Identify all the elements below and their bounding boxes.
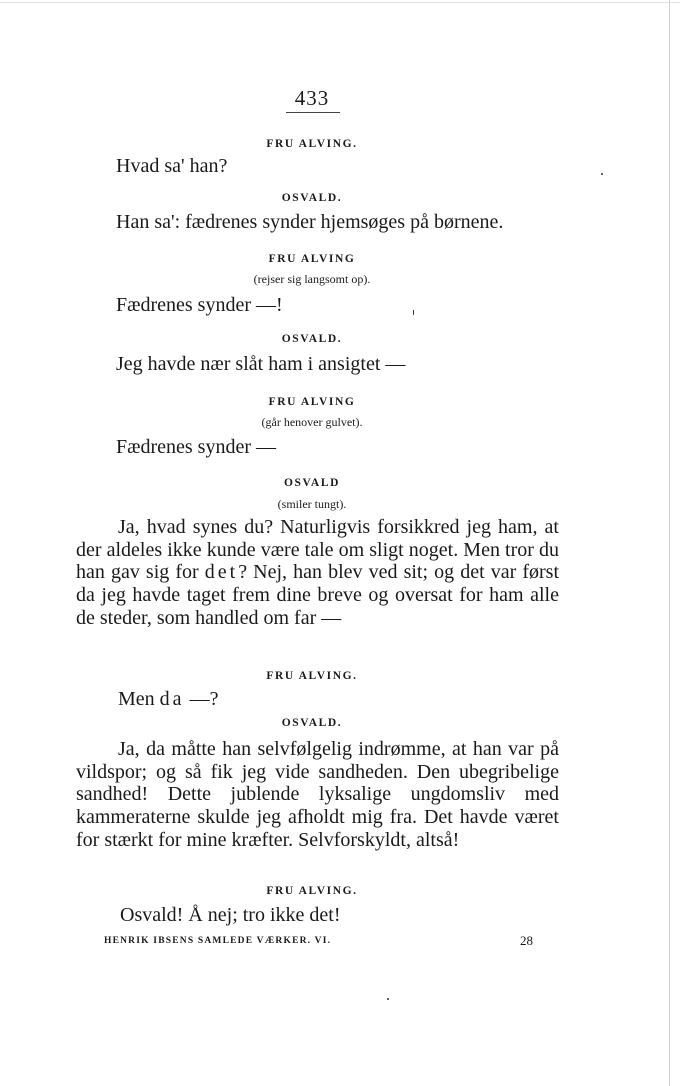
dialogue-line: Osvald! Å nej; tro ikke det! [120,904,341,926]
paragraph-text: Ja, hvad synes du? Naturligvis forsikkred jeg ham, at der aldeles ikke kunde være tale om sligt noget. Men tror du han gav sig for [76,516,559,584]
paragraph-text: ? Nej, han blev ved sit; og det var først da jeg havde taget frem dine breve og oversat for ham alle de steder, som handled om far — [76,561,559,629]
stage-direction: (rejser sig langsomt op). [253,272,371,286]
stage-direction: (går henover gulvet). [261,415,363,429]
emphasized-word: da [159,688,185,710]
paragraph-text: Ja, da måtte han selvfølgelig indrømme, at han var på vildspor; og så fik jeg vide sandheden. Den ubegribelige sandhed! Dette jublende lyksalige ungdomsliv med kammeraterne skulde jeg afholdt mig fra. Det havde været for stærkt for mine kræfter. Selvforskyldt, altså! [76,738,559,851]
page-number-rule [286,112,340,113]
line-text: Men [118,688,155,710]
speaker-fru-alving: FRU ALVING. [266,885,358,897]
speaker-osvald: OSVALD. [281,192,343,204]
dialogue-paragraph [76,516,559,630]
dialogue-line: Hvad sa' han? [116,155,228,177]
dialogue-line: Jeg havde nær slåt ham i ansigtet — [116,353,406,375]
speaker-osvald: OSVALD [283,477,341,489]
page-right-edge [669,0,670,1086]
dialogue-line [118,688,218,711]
speaker-osvald: OSVALD. [281,717,343,729]
line-text: —? [189,688,219,710]
dialogue-line: Fædrenes synder —! [116,294,283,316]
footer-series-title: HENRIK IBSENS SAMLEDE VÆRKER. VI. [104,936,332,946]
emphasized-word: det [204,561,239,584]
dialogue-line: Fædrenes synder — [116,436,276,458]
stage-direction: (smiler tungt). [277,497,347,511]
page-number: 433 [294,86,330,110]
paper-speck [601,173,603,175]
page-top-edge [0,2,680,3]
speaker-osvald: OSVALD. [281,333,343,345]
paper-speck [413,310,414,315]
dialogue-paragraph [76,738,559,852]
speaker-fru-alving: FRU ALVING [268,253,356,265]
speaker-fru-alving: FRU ALVING. [266,138,358,150]
speaker-fru-alving: FRU ALVING [268,396,356,408]
paper-speck [387,998,389,1000]
speaker-fru-alving: FRU ALVING. [266,670,358,682]
footer-signature-mark: 28 [520,933,533,948]
dialogue-line: Han sa': fædrenes synder hjemsøges på børnene. [116,211,504,233]
